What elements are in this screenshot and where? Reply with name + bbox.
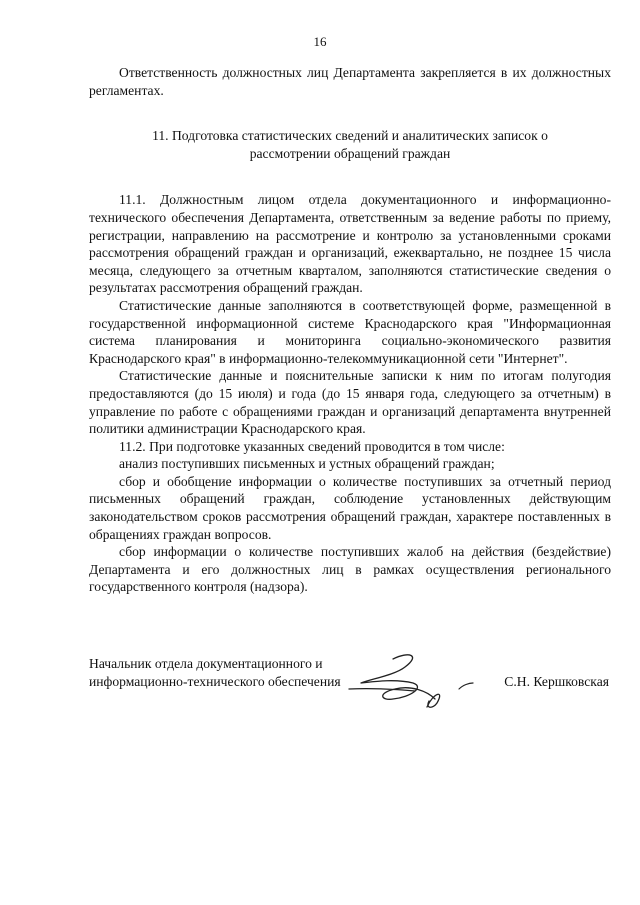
paragraph-11-2: 11.2. При подготовке указанных сведений проводится в том числе: bbox=[119, 438, 505, 454]
signer-name: С.Н. Кершковская bbox=[504, 673, 609, 689]
paragraph-11-1: 11.1. Должностным лицом отдела документационного и информационно-технического обеспечения Департамента, ответственным за ведение работы по приему, регистрации, направлению на рассмотрение и контролю за установленными сроками рассмотрения обращений граждан и организаций, ежеквартально, не позднее 15 числа месяца, следующего за отчетным кварталом, заполняются статистические сведения о результатах рассмотрения обращений граждан. bbox=[89, 192, 611, 296]
signer-position-line-2: информационно-технического обеспечения bbox=[89, 673, 341, 689]
paragraph-collection: сбор и обобщение информации о количестве поступивших за отчетный период письменных обращений граждан, соблюдение установленных действующим законодательством сроков рассмотрения обращений граждан, характере поставленных в обращениях граждан вопросов. bbox=[89, 473, 611, 542]
section-heading: 11. Подготовка статистических сведений и аналитических записок о рассмотрении обращений граждан bbox=[152, 128, 548, 161]
paragraph-reporting-deadlines: Статистические данные и пояснительные записки к ним по итогам полугодия предоставляются (до 15 июля) и года (до 15 января года, следующего за отчетным) в управление по работе с обращениями граждан и организаций департамента внутренней политики администрации Краснодарского края. bbox=[89, 368, 611, 437]
paragraph-complaints: сбор информации о количестве поступивших жалоб на действия (бездействие) Департамента и его должностных лиц в рамках осуществления регионального государственного контроля (надзора). bbox=[89, 544, 611, 595]
paragraph-analysis: анализ поступивших письменных и устных обращений граждан; bbox=[119, 456, 495, 472]
handwritten-signature bbox=[341, 649, 481, 713]
intro-paragraph: Ответственность должностных лиц Департамента закрепляется в их должностных регламентах. bbox=[89, 65, 611, 98]
document-body bbox=[89, 64, 611, 596]
signature-block bbox=[89, 655, 611, 690]
paragraph-statistics-form: Статистические данные заполняются в соответствующей форме, размещенной в государственной информационной системе Краснодарского края "Информационная система планирования и мониторинга социально-экономического развития Краснодарского края" в информационно-телекоммуникационной сети "Интернет". bbox=[89, 297, 611, 366]
signer-position-line-1: Начальник отдела документационного и bbox=[89, 656, 323, 671]
page-number: 16 bbox=[313, 34, 327, 49]
